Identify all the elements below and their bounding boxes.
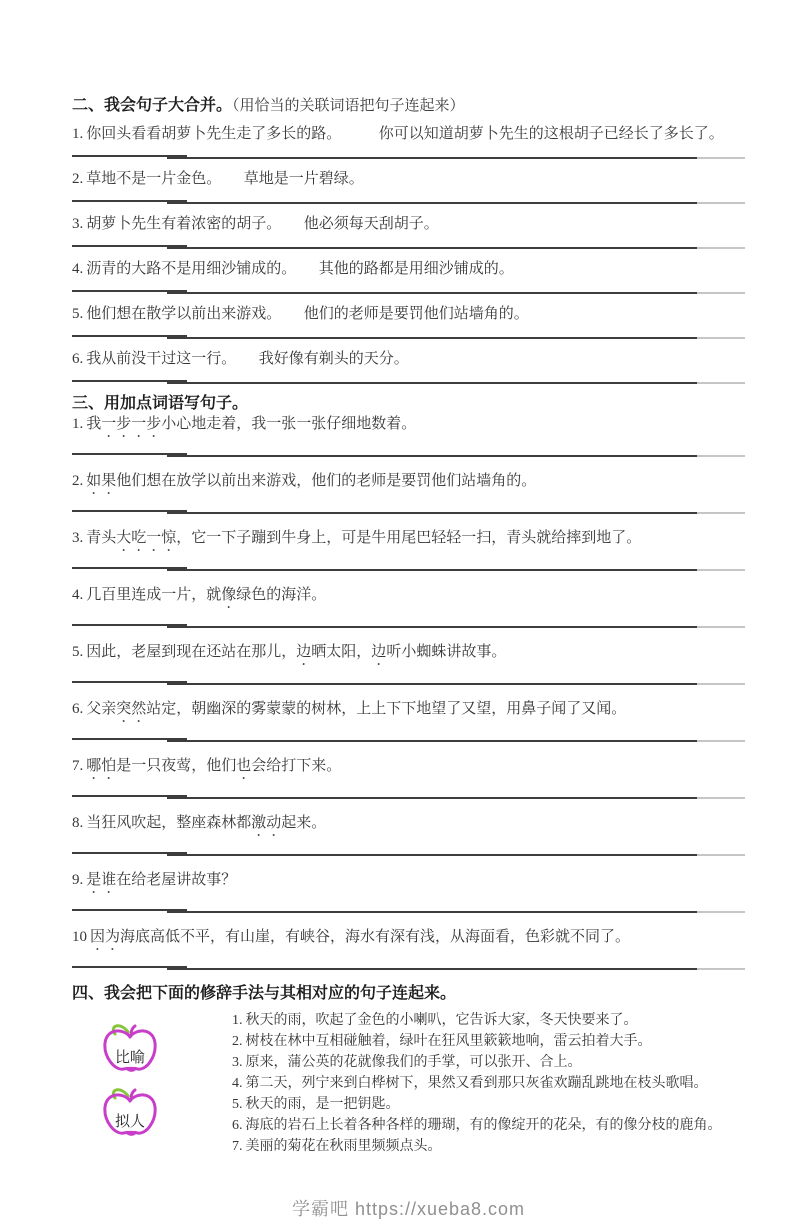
section4-heading: 四、我会把下面的修辞手法与其相对应的句子连起来。 <box>72 985 457 1002</box>
rhetoric-option-personification[interactable] <box>102 1085 158 1141</box>
answer-blank[interactable] <box>72 290 745 294</box>
sentence-text: 美丽的菊花在秋雨里频频点头。 <box>245 1139 442 1154</box>
question-item <box>72 472 745 498</box>
question-item <box>72 350 745 368</box>
question-item <box>72 305 745 323</box>
question-text: 他们想在散学以前出来游戏。 他们的老师是要罚他们站墙角的。 <box>86 306 529 322</box>
answer-blank[interactable] <box>72 966 745 970</box>
question-item <box>72 586 745 612</box>
question-segment: 他们想在放学以前出来游戏，他们的老师是要罚他们站墙角的。 <box>116 473 537 489</box>
question-number: 9. <box>72 872 84 888</box>
section3-questions <box>72 415 745 970</box>
question-text: 草地不是一片金色。 草地是一片碧绿。 <box>86 171 364 187</box>
question-item <box>72 125 745 143</box>
question-number: 1. <box>72 126 84 142</box>
question-item <box>72 260 745 278</box>
rhetoric-label-metaphor: 比喻 <box>114 1050 145 1066</box>
question-item <box>72 529 745 555</box>
question-number: 7. <box>72 758 84 774</box>
question-number: 6. <box>72 701 84 717</box>
question-number: 1. <box>72 416 84 432</box>
question-number: 2. <box>72 171 84 187</box>
question-item <box>72 215 745 233</box>
question-number: 3. <box>72 530 84 546</box>
section-write-sentences <box>72 395 745 970</box>
answer-blank[interactable] <box>72 909 745 913</box>
question-segment: 是一只夜莺，他们 <box>116 758 237 774</box>
answer-blank[interactable] <box>72 155 745 159</box>
question-text: 我从前没干过这一行。 我好像有剃头的天分。 <box>86 351 409 367</box>
match-sentence[interactable] <box>232 1031 745 1052</box>
sentence-text: 第二天，列宁来到白桦树下，果然又看到那只灰雀欢蹦乱跳地在枝头歌唱。 <box>245 1076 708 1091</box>
question-item <box>72 415 745 441</box>
sentence-text: 树枝在林中互相碰触着，绿叶在狂风里簌簌地响，雷云拍着大手。 <box>245 1034 652 1049</box>
question-segment: ，它一下子蹦到牛身上，可是牛用尾巴轻轻一扫，青头就给摔到地了。 <box>176 530 642 546</box>
question-segment: 绿色的海洋。 <box>236 587 327 603</box>
question-item <box>72 871 745 897</box>
answer-blank[interactable] <box>72 681 745 685</box>
question-text: 沥青的大路不是用细沙铺成的。 其他的路都是用细沙铺成的。 <box>86 261 514 277</box>
question-segment: 晒太阳， <box>311 644 372 660</box>
question-number: 5. <box>232 1097 243 1112</box>
question-number: 5. <box>72 306 84 322</box>
rhetoric-match-area <box>72 1007 745 1157</box>
question-segment: 站定，朝幽深的雾蒙蒙的树林，上上下下地望了又望，用鼻子闻了又闻。 <box>146 701 627 717</box>
answer-blank[interactable] <box>72 510 745 514</box>
section3-heading: 三、用加点词语写句子。 <box>72 395 249 412</box>
answer-blank[interactable] <box>72 624 745 628</box>
emphasized-word: 突然 <box>116 701 147 717</box>
emphasized-word: 大吃一惊 <box>116 530 177 546</box>
question-number: 3. <box>232 1055 243 1070</box>
match-sentence[interactable] <box>232 1010 745 1031</box>
question-number: 8. <box>72 815 84 831</box>
section2-questions <box>72 125 745 384</box>
emphasized-word: 像 <box>221 587 237 603</box>
answer-blank[interactable] <box>72 200 745 204</box>
match-sentence[interactable] <box>232 1094 745 1115</box>
question-segment: 父亲 <box>86 701 117 717</box>
emphasized-word: 是谁 <box>86 872 117 888</box>
question-item <box>72 170 745 188</box>
emphasized-word: 哪怕 <box>86 758 117 774</box>
section2-title: 二、我会句子大合并。 <box>72 97 233 114</box>
match-sentence[interactable] <box>232 1073 745 1094</box>
match-sentence[interactable] <box>232 1052 745 1073</box>
question-text: 你回头看看胡萝卜先生走了多长的路。 你可以知道胡萝卜先生的这根胡子已经长了多长了。 <box>86 126 724 142</box>
emphasized-word: 激动 <box>251 815 282 831</box>
section4-sentences <box>232 1007 745 1157</box>
section-sentence-merge <box>72 97 745 384</box>
match-sentence[interactable] <box>232 1136 745 1157</box>
emphasized-word: 一步一步 <box>101 416 162 432</box>
question-item <box>72 757 745 783</box>
match-sentence[interactable] <box>232 1115 745 1136</box>
question-number: 10 <box>72 929 87 945</box>
question-item <box>72 643 745 669</box>
question-number: 4. <box>72 261 84 277</box>
question-number: 4. <box>72 587 84 603</box>
question-segment: 我 <box>86 416 102 432</box>
emphasized-word: 边 <box>296 644 312 660</box>
answer-blank[interactable] <box>72 380 745 384</box>
question-number: 5. <box>72 644 84 660</box>
answer-blank[interactable] <box>72 453 745 457</box>
rhetoric-labels-column <box>72 1007 232 1157</box>
answer-blank[interactable] <box>72 335 745 339</box>
section2-heading <box>72 97 745 115</box>
rhetoric-label-personification: 拟人 <box>114 1114 145 1130</box>
emphasized-word: 如果 <box>86 473 117 489</box>
question-number: 2. <box>72 473 84 489</box>
emphasized-word: 因为 <box>90 929 121 945</box>
question-text: 胡萝卜先生有着浓密的胡子。 他必须每天刮胡子。 <box>86 216 439 232</box>
sentence-text: 原来，蒲公英的花就像我们的手掌，可以张开、合上。 <box>245 1055 582 1070</box>
question-number: 7. <box>232 1139 243 1154</box>
rhetoric-option-metaphor[interactable] <box>102 1021 158 1077</box>
question-number: 4. <box>232 1076 243 1091</box>
question-segment: 几百里连成一片，就 <box>86 587 222 603</box>
emphasized-word: 也 <box>236 758 252 774</box>
question-segment: 在给老屋讲故事？ <box>116 872 237 888</box>
question-item <box>72 814 745 840</box>
question-segment: 起来。 <box>281 815 327 831</box>
question-segment: 小心地走着，我一张一张仔细地数着。 <box>161 416 417 432</box>
answer-blank[interactable] <box>72 245 745 249</box>
site-footer <box>72 1195 745 1221</box>
question-segment: 会给打下来。 <box>251 758 342 774</box>
sentence-text: 海底的岩石上长着各种各样的珊瑚，有的像绽开的花朵，有的像分枝的鹿角。 <box>245 1118 722 1133</box>
question-segment: 因此，老屋到现在还站在那儿， <box>86 644 297 660</box>
question-number: 6. <box>72 351 84 367</box>
question-segment: 当狂风吹起，整座森林都 <box>86 815 252 831</box>
question-item <box>72 700 745 726</box>
question-segment: 听小蜘蛛讲故事。 <box>386 644 507 660</box>
answer-blank[interactable] <box>72 852 745 856</box>
emphasized-word: 边 <box>371 644 387 660</box>
question-segment: 海底高低不平，有山崖，有峡谷，海水有深有浅，从海面看，色彩就不同了。 <box>120 929 631 945</box>
question-number: 2. <box>232 1034 243 1049</box>
answer-blank[interactable] <box>72 738 745 742</box>
answer-blank[interactable] <box>72 795 745 799</box>
sentence-text: 秋天的雨，吹起了金色的小喇叭，它告诉大家，冬天快要来了。 <box>245 1013 638 1028</box>
site-footer-text: 学霸吧 https://xueba8.com <box>291 1199 526 1219</box>
question-item <box>72 928 745 954</box>
section-rhetoric-match <box>72 985 745 1157</box>
question-number: 6. <box>232 1118 243 1133</box>
section2-note: （用恰当的关联词语把句子连起来） <box>232 98 465 114</box>
question-number: 3. <box>72 216 84 232</box>
sentence-text: 秋天的雨，是一把钥匙。 <box>245 1097 400 1112</box>
answer-blank[interactable] <box>72 567 745 571</box>
question-number: 1. <box>232 1013 243 1028</box>
question-segment: 青头 <box>86 530 117 546</box>
